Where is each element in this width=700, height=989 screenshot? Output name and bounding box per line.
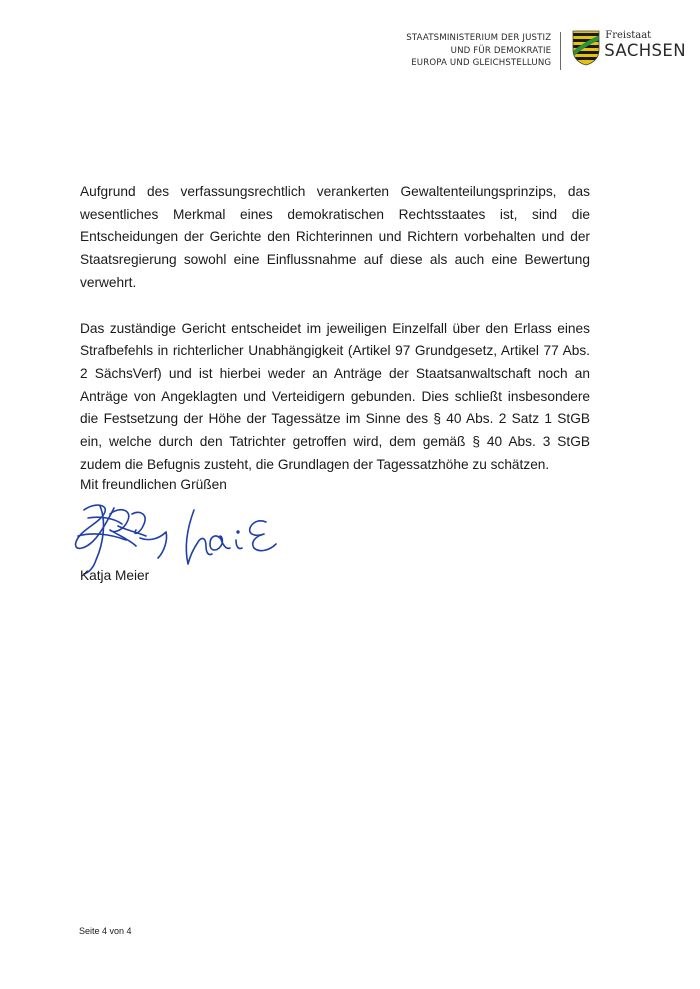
page-number: Seite 4 von 4 — [79, 926, 132, 936]
ministry-line-1: STAATSMINISTERIUM DER JUSTIZ — [406, 33, 552, 43]
state-logo — [561, 30, 686, 66]
saxony-crest-icon — [572, 30, 600, 66]
closing-salutation: Mit freundlichen Grüßen — [80, 477, 227, 492]
ministry-name — [406, 30, 560, 70]
ministry-line-2: UND FÜR DEMOKRATIE — [450, 45, 552, 56]
paragraph-1: Aufgrund des verfassungsrechtlich verankerten Gewaltenteilungsprinzips, das wesentliches Merkmal eines demokratischen Rechtsstaates ist, sind die Entscheidungen der Gerichte den Richterinnen und Richtern vorbehalten und der Staatsregierung sowohl eine Einflussnahme auf diese als auch eine Bewertung verwehrt. — [80, 184, 590, 290]
ministry-line-3: EUROPA UND GLEICHSTELLUNG — [411, 58, 552, 69]
state-name-large: SACHSEN — [604, 41, 686, 60]
handwritten-signature — [70, 496, 310, 576]
state-name-small: Freistaat — [605, 30, 652, 41]
letterhead — [406, 30, 686, 70]
state-name — [600, 30, 686, 60]
paragraph-2: Das zuständige Gericht entscheidet im jeweiligen Einzelfall über den Erlass eines Strafbefehls in richterlicher Unabhängigkeit (Artikel 97 Grundgesetz, Artikel 77 Abs. 2 SächsVerf) und ist hierbei weder an Anträge der Staatsanwaltschaft noch an Anträge von Angeklagten und Verteidigern gebunden. Dies schließt insbesondere die Festsetzung der Höhe der Tagessätze im Sinne des § 40 Abs. 2 Satz 1 StGB ein, welche durch den Tatrichter getroffen wird, dem gemäß § 40 Abs. 3 StGB zudem die Befugnis zusteht, die Grundlagen der Tagessatzhöhe zu schätzen. — [80, 320, 590, 472]
letter-body — [80, 181, 590, 476]
signer-name: Katja Meier — [80, 568, 150, 583]
